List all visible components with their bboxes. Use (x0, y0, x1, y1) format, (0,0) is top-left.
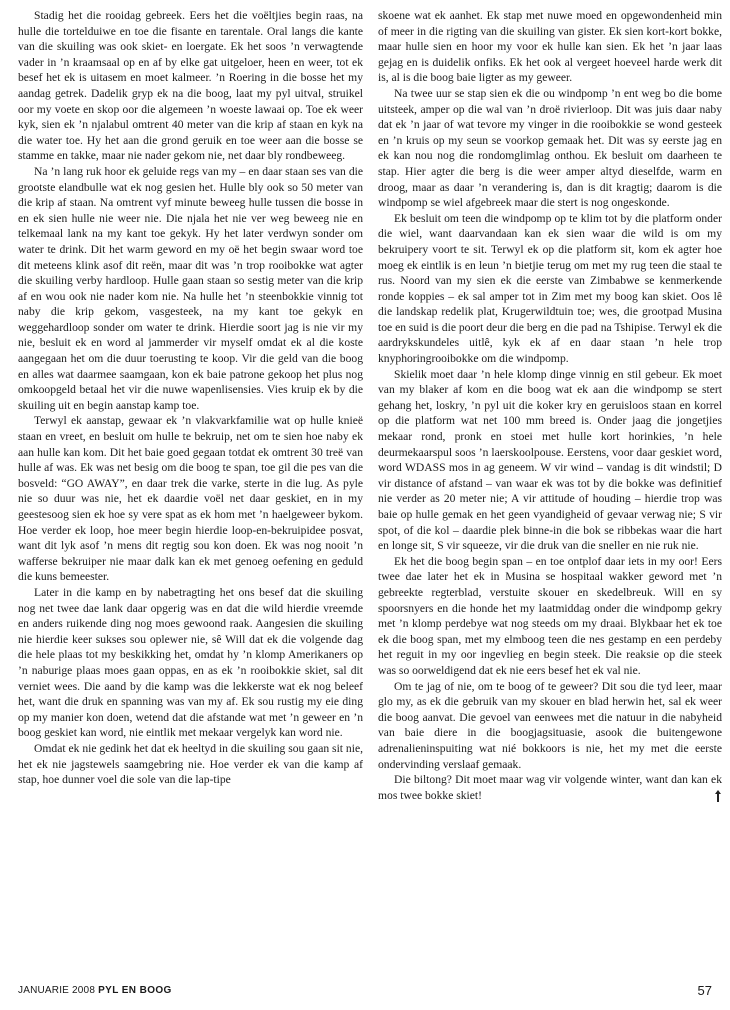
page-number: 57 (697, 983, 712, 998)
paragraph: Stadig het die rooidag gebreek. Eers het die voëltjies begin raas, na hulle die tortelduiwe en toe die fisante en tarentale. Oral langs die kante van die skuiling was ook skiet- en loergate. Ek het soos ’n verwagtende vader in ’n kraamsaal op en af by elke gat uitgeloer, heen en weer, tot ek besef het ek is uitasem en moet kalmeer. ’n Roering in die bosse het my aandag getrek. Dadelik gryp ek na die boog, laat my pyl uitval, struikel oor my voete en skop oor die algemeen ’n woeste lawaai op. Toe ek weer kyk, sien ek ’n njalabul omtrent 40 meter van die krip af staan en kyk na die water toe. Hy het aan die grond geruik en toe weer aan die bosse se stamme en takke, maar nie nader gekom nie, net daar bly rondbeweeg. (18, 9, 363, 163)
paragraph: Skielik moet daar ’n hele klomp dinge vinnig en stil gebeur. Ek moet van my blaker af kom en die boog wat ek aan die windpomp se stert gehang het, loskry, ’n pyl uit die koker kry en geruisloos staan en korrel op die platform wat net 100 mm breed is. Onder jaag die jongetjies mekaar rond, pronk en stoei met hulle kort horinkies, ’n hele deurmekaarspul soos ’n laerskoolpouse. Eerstens, voor daar geskiet word, word WDASS mos in ag geneem. W vir wind – vandag is dit windstil; D vir distance of afstand – van waar ek was tot by die bokke was definitief nie verder as 20 meter nie; A vir attitude of houding – hierdie trop was baie op hulle gemak en het geen vyandigheid of gevaar verwag nie; S vir spot, of die kol – daardie plek binne-in die bok se ribbekas waar die hart en longe sit, S vir squeeze, vir die druk van die sneller en nie ruk nie. (378, 367, 722, 553)
page-footer (18, 976, 712, 1001)
paragraph: Terwyl ek aanstap, gewaar ek ’n vlakvarkfamilie wat op hulle knieë staan en vreet, en besluit om hulle te bekruip, net om te sien hoe naby ek aan hulle kan kom. Dit het baie goed gegaan totdat ek omtrent 30 treë van hulle af was. Ek was net besig om die boog te span, toe gil die pes van die bosveld: “GO AWAY”, en daar trek die varke, sterte in die lug. As pyle nie so duur was nie, het ek daardie voël net daar geskiet, en in my geestesoog sien ek hoe sy vere spat as ek hom met ’n haelgeweer bykom. Hoe verder ek loop, hoe meer begin hierdie loop-en-bekruipidee posvat, want dit lyk asof ’n mens dit regtig sou kon doen. Ek was nog nooit ’n wafferse bekruiper nie maar dalk kan ek met genoeg oefening en geduld die kuns bemeester. (18, 414, 363, 584)
issue-date: JANUARIE 2008 (18, 985, 96, 996)
paragraph: skoene wat ek aanhet. Ek stap met nuwe moed en opgewondenheid min of meer in die rigting van die skuiling van gister. Ek sien kort-kort bokke, maar hulle sien en hoor my voor ek hulle kan sien. Ek het ’n jaar laas gejag en is duidelik onfiks. Ek het ook al vergeet hoeveel harde werk dit is, al is die boog baie ligter as my geweer. (378, 9, 722, 85)
issue-label (18, 985, 172, 996)
paragraph: Om te jag of nie, om te boog of te geweer? Dit sou die tyd leer, maar glo my, as ek die gebruik van my skouer en blad herwin het, sal ek weer die boog aanvat. Die gevoel van eenwees met die natuur in die nabyheid van baie diere in die boogjagsituasie, asook die buitengewone adrenalieninspuiting wat nié bokkoors is nie, het my met die eerste ondervinding verslaaf gemaak. (378, 679, 722, 771)
arrow-end-icon (698, 790, 722, 808)
paragraph: Ek het die boog begin span – en toe ontplof daar iets in my oor! Eers twee dae later het ek in Musina se hospitaal wakker geword met ’n gebreekte regterblad, verstuite skouer en skedelbreuk. Will en sy spoorsnyers en die honde het my laatmiddag onder die windpomp gekry met ’n klomp perdebye wat nog steeds om my draai. Blykbaar het ek toe ek die boog span, met my elmboog teen die nes gestamp en een perdeby het reguit in my oor ingevlieg en begin steek. Die reaksie op die steek was so oorweldigend dat ek nie eers besef het ek val nie. (378, 554, 722, 677)
article-column-right (378, 8, 722, 807)
paragraph: Na ’n lang ruk hoor ek geluide regs van my – en daar staan ses van die grootste elandbulle wat ek nog gesien het. Hulle bly ook so 50 meter van die krip af staan. Na omtrent vyf minute beweeg hulle tussen die bosse in en ek sien hulle nie weer nie. Die njala het nie ver weg beweeg nie en telkemaal lank na my kant toe gekyk. Hy het later verdwyn sonder om water te drink. Dit het warm geword en my oë het begin swaar word toe dit meteens klink asof dit reën, maar dit was ’n trop rooibokke wat agter die skuiling verby hardloop. Hulle gaan staan so sestig meter van die krip af en wou ook nie nader kom nie. Na hulle het ’n steenbokkie vinnig tot naby die krip gekom, vasgesteek, na my kant toe gekyk en weggehardloop sonder om water te drink. Hierdie soort jag is nie vir my nie, besluit ek en word al jammerder vir myself omdat ek al die koste aangegaan het om die duur toerusting te koop. Vir die geld van die boog en alles wat daarmee saamgaan, kon ek baie patrone gekoop het plus nog omkoopgeld betaal het vir die nuwe wapenlisensies. Vies kruip ek by die skuiling uit en begin aanstap kamp toe. (18, 164, 363, 412)
paragraph: Omdat ek nie gedink het dat ek heeltyd in die skuiling sou gaan sit nie, het ek nie jagstewels saamgebring nie. Hoe verder ek van die kamp af stap, hoe dunner voel die sole van die lap-tipe (18, 741, 363, 787)
paragraph: Ek besluit om teen die windpomp op te klim tot by die platform onder die wiel, want daarvandaan kan ek sien waar die wild is om my bekruipery voort te sit. Terwyl ek op die platform sit, kom ek agter hoe moeg ek eintlik is en leun ’n bietjie terug om met my rug teen die staal te rus. Noord van my sien ek die eerste van Zimbabwe se kenmerkende ronde koppies – ek sal amper tot in Zim met my boog kan skiet. Oos lê die landskap redelik plat, Krugerwildtuin toe; wes, die grootpad Musina toe en suid is die poort deur die berg en die pad na Tshipise. Terwyl ek die aardrykskundeles uitlê, kyk ek af en daar staan ’n hele trop knyphoringrooibokke om die windpomp. (378, 211, 722, 366)
paragraph: Na twee uur se stap sien ek die ou windpomp ’n ent weg bo die bome uitsteek, amper op die wal van ’n droë rivierloop. Dit was juis daar naby dat ek ’n jaar of wat tevore my vinger in die rooibokkie se wond gesteek en ’n kruis op my seun se voorkop gemaak het. Dit was sy eerste jag en ek kan nou nog die rondomglimlag onthou. Ek besluit om daarheen te stap. Hier agter die berg is die weer amper altyd dieselfde, warm en droog, maar as daar ’n verandering is, dan is dit kragtig; daarom is die windpomp se wiel afgebreek maar die stert is nog ongeskonde. (378, 86, 722, 210)
final-sentence: Die biltong? Dit moet maar wag vir volgende winter, want dan kan ek mos twee bokke skiet! (378, 773, 722, 802)
paragraph: Later in die kamp en by nabetragting het ons besef dat die skuiling nog net twee dae lank daar opgerig was en dat die wild hierdie vreemde en anders ruikende ding nog moes gewoond raak. Aangesien die skuiling nie hierdie keer sukses sou oplewer nie, sê Will dat ek die volgende dag die hele plaas tot my beskikking het, omdat hy ’n klomp Amerikaners op ’n naburige plaas moes gaan oppas, en as ek ’n rooibokkie skiet, sal dit verniet wees. Die aand by die kamp was die lekkerste wat ek nog beleef het, want die druk en spanning was van my af. Ek sou rustig my eie ding op my manier kon doen, wetend dat die afstande wat met ’n geweer en ’n boog geskiet kan word, nie eintlik met mekaar vergelyk kan word nie. (18, 585, 363, 740)
paragraph (378, 772, 722, 803)
article-column-left (18, 8, 363, 788)
magazine-name: PYL EN BOOG (98, 985, 172, 996)
